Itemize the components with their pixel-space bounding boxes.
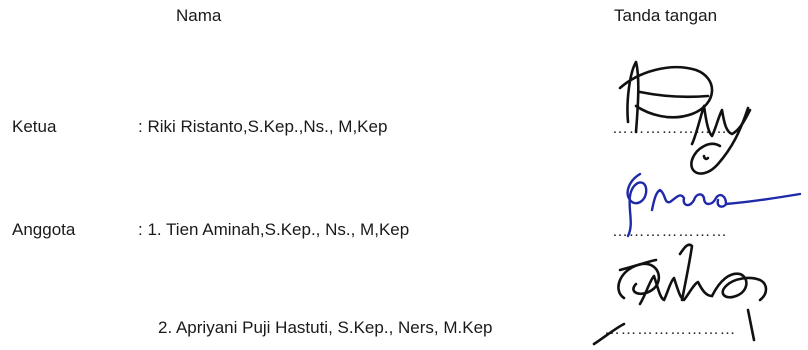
member-entry-chair: : Riki Ristanto,S.Kep.,Ns., M,Kep (138, 117, 388, 136)
signature-line-chair: ………………… (612, 120, 728, 137)
signature-member-2 (580, 240, 800, 350)
name-column-header: Nama (176, 6, 222, 25)
member-entry-2: 2. Apriyani Puji Hastuti, S.Kep., Ners, M.Kep (158, 318, 493, 337)
role-label-member: Anggota (12, 220, 76, 239)
role-label-chair: Ketua (12, 117, 57, 136)
signature-line-member-2: …………………… (604, 321, 736, 338)
signature-member-1 (600, 166, 800, 246)
signature-column-header: Tanda tangan (614, 6, 718, 25)
member-entry-1: : 1. Tien Aminah,S.Kep., Ns., M,Kep (138, 220, 410, 239)
signature-line-member-1: ………………… (612, 223, 728, 240)
